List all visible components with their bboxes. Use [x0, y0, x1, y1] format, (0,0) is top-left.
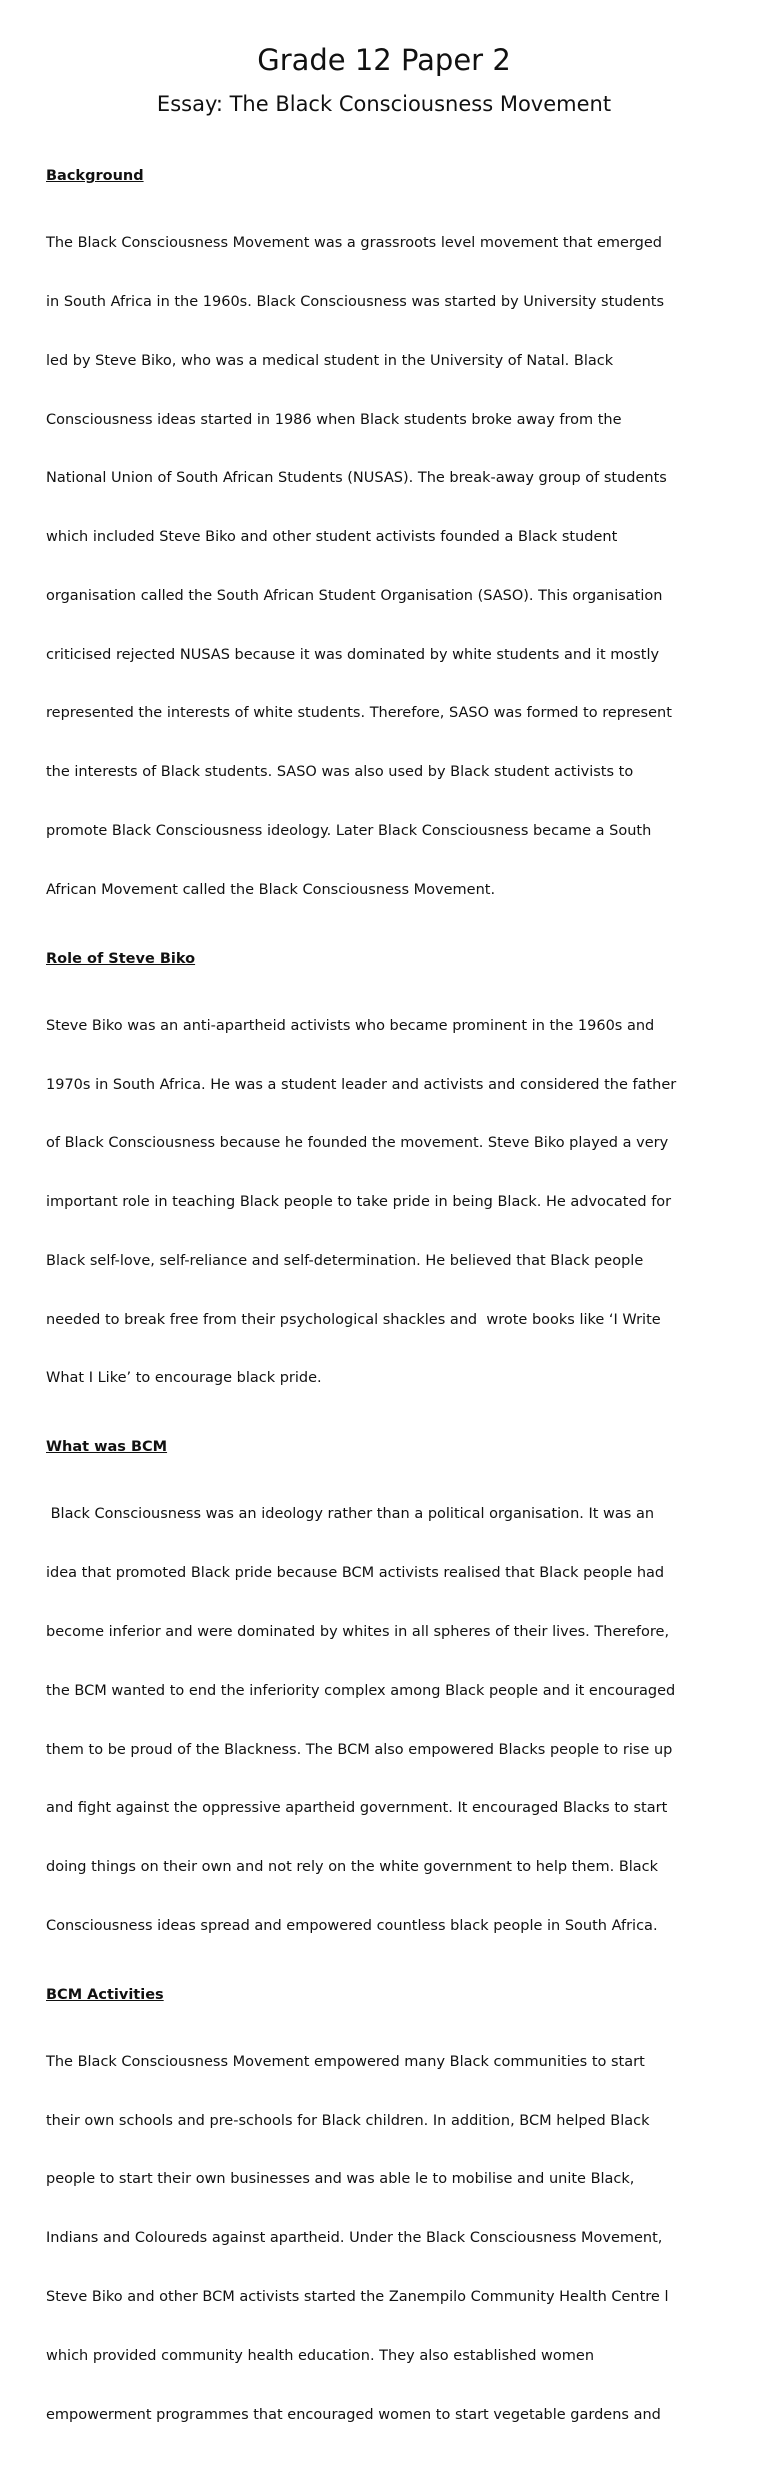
paragraph-line: promote Black Consciousness ideology. Later Black Consciousness became a South: [46, 823, 652, 839]
section-heading: Role of Steve Biko: [46, 950, 196, 967]
paragraph-line: represented the interests of white students. Therefore, SASO was formed to represent: [46, 705, 672, 722]
paragraph-line: doing things on their own and not rely on the white government to help them. Black: [46, 1859, 659, 1876]
section-role-of-steve-biko: [46, 949, 736, 1429]
paragraph-line: of Black Consciousness because he founded the movement. Steve Biko played a very: [46, 1135, 669, 1152]
paragraph-line: Indians and Coloureds against apartheid. Under the Black Consciousness Movement,: [46, 2230, 663, 2247]
section-heading: Background: [46, 168, 144, 184]
paragraph-line: Black self-love, self-reliance and self-determination. He believed that Black people: [46, 1252, 644, 1269]
section-paragraph: [46, 978, 736, 1429]
document-subtitle: Essay: The Black Consciousness Movement: [156, 92, 612, 116]
paragraph-line: organisation called the South African Student Organisation (SASO). This organisation: [46, 587, 663, 604]
paragraph-line: Black Consciousness was an ideology rather than a political organisation. It was an: [46, 1506, 655, 1523]
paragraph-line: people to start their own businesses and was able le to mobilise and unite Black,: [46, 2171, 635, 2188]
paragraph-line: African Movement called the Black Consciousness Movement.: [46, 881, 496, 898]
section-paragraph: [46, 195, 736, 940]
section-heading: What was BCM: [46, 1439, 168, 1456]
paragraph-line: criticised rejected NUSAS because it was dominated by white students and it mostly: [46, 646, 660, 663]
section-background: [46, 166, 736, 940]
paragraph-line: The Black Consciousness Movement was a grassroots level movement that emerged: [46, 235, 662, 252]
section-what-was-bcm: [46, 1437, 736, 1975]
paragraph-line: Consciousness ideas started in 1986 when Black students broke away from the: [46, 411, 622, 428]
document-body: [46, 166, 736, 2473]
paragraph-line: important role in teaching Black people to take pride in being Black. He advocated for: [46, 1194, 672, 1211]
paragraph-line: the BCM wanted to end the inferiority complex among Black people and it encouraged: [46, 1682, 676, 1699]
paragraph-line: Steve Biko and other BCM activists started the Zanempilo Community Health Centre l: [46, 2288, 669, 2305]
paragraph-line: Consciousness ideas spread and empowered countless black people in South Africa.: [46, 1917, 658, 1934]
paragraph-line: which provided community health education. They also established women: [46, 2347, 595, 2364]
paragraph-line: their own schools and pre-schools for Black children. In addition, BCM helped Black: [46, 2112, 650, 2129]
paragraph-line: the interests of Black students. SASO was also used by Black student activists to: [46, 764, 634, 781]
section-paragraph: [46, 1466, 736, 1975]
section-paragraph: [46, 2014, 736, 2465]
paragraph-line: which included Steve Biko and other student activists founded a Black student: [46, 529, 618, 546]
paragraph-line: become inferior and were dominated by whites in all spheres of their lives. Therefore,: [46, 1623, 670, 1640]
paragraph-line: and fight against the oppressive apartheid government. It encouraged Blacks to start: [46, 1800, 668, 1817]
section-heading: BCM Activities: [46, 1986, 164, 2003]
paragraph-line: empowerment programmes that encouraged women to start vegetable gardens and: [46, 2406, 661, 2423]
paragraph-line: led by Steve Biko, who was a medical student in the University of Natal. Black: [46, 352, 614, 369]
paragraph-line: them to be proud of the Blackness. The BCM also empowered Blacks people to rise up: [46, 1741, 673, 1758]
paragraph-line: idea that promoted Black pride because BCM activists realised that Black people had: [46, 1565, 665, 1582]
paragraph-line: needed to break free from their psychological shackles and wrote books like ‘I Write: [46, 1311, 661, 1328]
document-title: Grade 12 Paper 2: [257, 43, 511, 77]
section-bcm-activities: [46, 1985, 736, 2465]
paragraph-line: 1970s in South Africa. He was a student leader and activists and considered the father: [46, 1076, 677, 1093]
paragraph-line: Steve Biko was an anti-apartheid activists who became prominent in the 1960s and: [46, 1017, 655, 1034]
paragraph-line: in South Africa in the 1960s. Black Consciousness was started by University students: [46, 293, 665, 310]
paragraph-line: The Black Consciousness Movement empowered many Black communities to start: [46, 2053, 645, 2070]
paragraph-line: What I Like’ to encourage black pride.: [46, 1370, 322, 1387]
paragraph-line: National Union of South African Students (NUSAS). The break-away group of students: [46, 470, 667, 487]
